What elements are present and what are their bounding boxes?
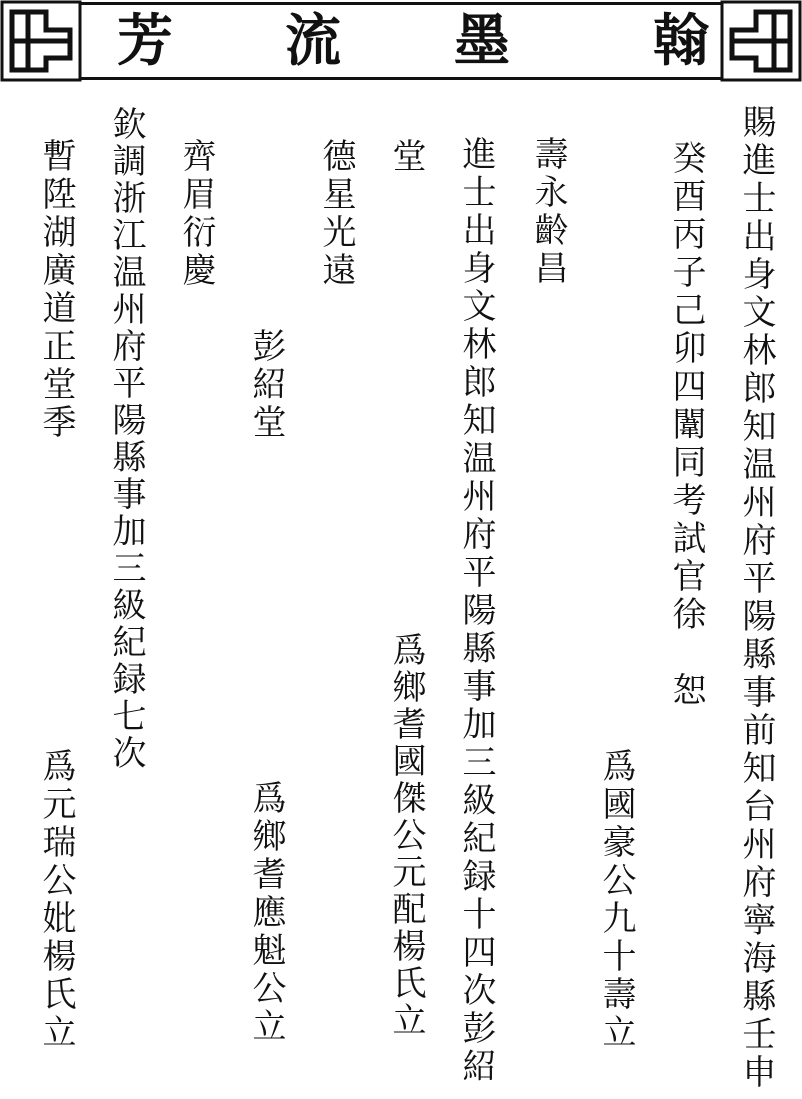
- banner-title-char-1: 芳: [117, 8, 173, 74]
- inscription-column-9: 彭紹堂: [246, 328, 286, 442]
- inscription-column-10: 爲鄉耆應魁公立: [246, 780, 286, 1046]
- inscription-column-13: 暫陞湖廣道正堂季: [36, 138, 76, 442]
- inscription-column-1: 賜進士出身文林郎知温州府平陽縣事前知台州府寧海縣壬申: [736, 104, 776, 1092]
- inscription-column-7: 爲鄉耆國傑公元配楊氏立: [386, 632, 426, 1039]
- inscription-column-5: 進士出身文林郎知温州府平陽縣事加三級紀録十四次彭紹: [456, 136, 496, 1086]
- inscription-column-11: 齊眉衍慶: [176, 138, 216, 290]
- banner-title-char-3: 墨: [454, 8, 510, 74]
- banner-title-char-2: 流: [285, 8, 341, 74]
- inscription-column-2: 癸酉丙子己卯四闈同考試官徐 恕: [666, 140, 706, 710]
- lattice-ornament-right-icon: [720, 0, 802, 82]
- inscription-column-14: 爲元瑞公妣楊氏立: [36, 748, 76, 1052]
- inscription-column-3: 爲國豪公九十壽立: [596, 748, 636, 1052]
- title-banner: [0, 0, 802, 88]
- inscription-column-6: 堂: [386, 138, 426, 176]
- inscription-column-8: 德星光遠: [316, 138, 356, 290]
- lattice-ornament-left-icon: [0, 0, 82, 82]
- banner-title-char-4: 翰: [653, 8, 709, 74]
- inscription-column-4: 壽永齡昌: [528, 136, 568, 288]
- inscription-column-12: 欽調浙江温州府平陽縣事加三級紀録七次: [106, 106, 146, 772]
